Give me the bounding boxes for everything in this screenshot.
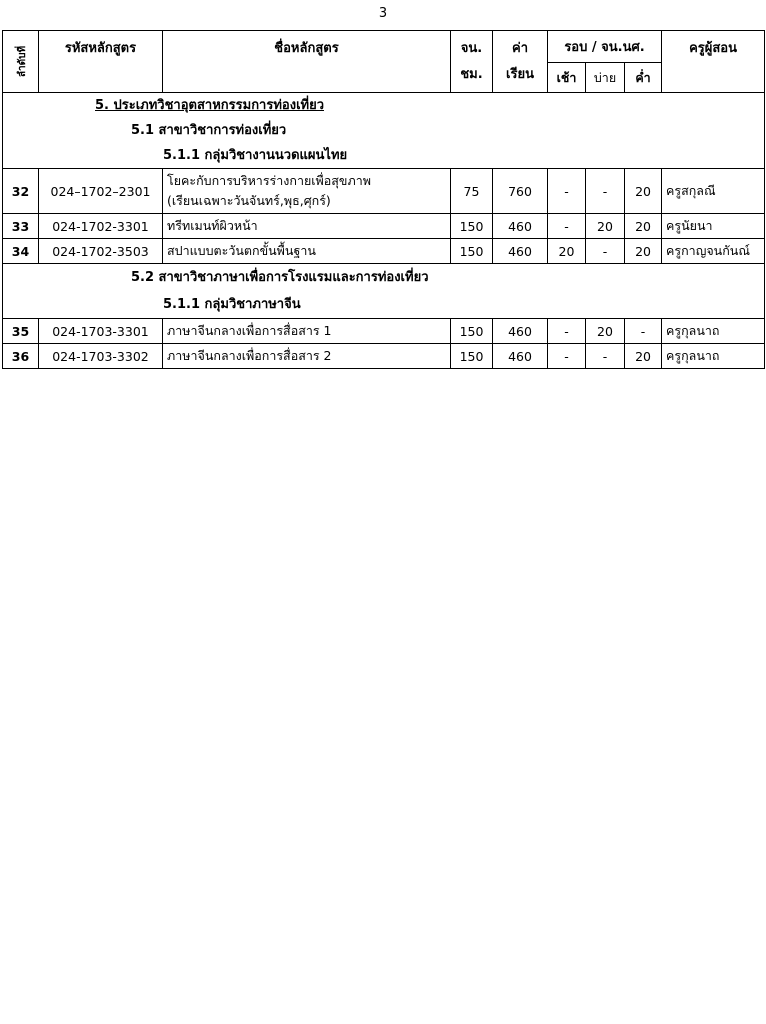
header-row: [3, 31, 765, 63]
row-number: 36: [3, 344, 39, 369]
course-name: ภาษาจีนกลางเพื่อการสื่อสาร 2: [163, 344, 451, 369]
round-evening: 20: [625, 239, 662, 264]
teacher: ครูกุลนาถ: [662, 319, 765, 344]
table-row: [3, 344, 765, 369]
course-name: สปาแบบตะวันตกขั้นพื้นฐาน: [163, 239, 451, 264]
course-code: 024–1702–2301: [39, 169, 163, 214]
section-row: [3, 264, 765, 319]
row-number: 34: [3, 239, 39, 264]
course-code: 024-1702-3503: [39, 239, 163, 264]
round-morning: -: [548, 319, 586, 344]
course-fee: 460: [493, 319, 548, 344]
page-number: 3: [378, 6, 388, 21]
course-fee: 760: [493, 169, 548, 214]
section-row: [3, 93, 765, 169]
teacher: ครูนัยนา: [662, 214, 765, 239]
branch-title: 5.1 สาขาวิชาการท่องเที่ยว: [131, 123, 287, 138]
table-row: [3, 214, 765, 239]
round-evening: 20: [625, 214, 662, 239]
header-afternoon: บ่าย: [586, 63, 625, 93]
teacher: ครูกุลนาถ: [662, 344, 765, 369]
course-name: ทรีทเมนท์ผิวหน้า: [163, 214, 451, 239]
round-afternoon: 20: [586, 319, 625, 344]
round-evening: 20: [625, 169, 662, 214]
row-number: 32: [3, 169, 39, 214]
course-hours: 75: [451, 169, 493, 214]
course-hours: 150: [451, 319, 493, 344]
round-afternoon: -: [586, 344, 625, 369]
course-name: ภาษาจีนกลางเพื่อการสื่อสาร 1: [163, 319, 451, 344]
header-fee: ค่า เรียน: [493, 31, 548, 93]
round-morning: -: [548, 344, 586, 369]
table-row: [3, 239, 765, 264]
round-morning: -: [548, 169, 586, 214]
round-afternoon: 20: [586, 214, 625, 239]
branch-title: 5.2 สาขาวิชาภาษาเพื่อการโรงแรมและการท่องเที่ยว: [131, 270, 429, 285]
header-morning: เช้า: [548, 63, 586, 93]
course-name: โยคะกับการบริหารร่างกายเพื่อสุขภาพ (เรียนเฉพาะวันจันทร์,พุธ,ศุกร์): [163, 169, 451, 214]
round-morning: -: [548, 214, 586, 239]
header-code: รหัสหลักสูตร: [39, 31, 163, 93]
row-number: 33: [3, 214, 39, 239]
group-title: 5.1.1 กลุ่มวิชางานนวดแผนไทย: [163, 148, 348, 163]
teacher: ครูสกุลณี: [662, 169, 765, 214]
course-hours: 150: [451, 214, 493, 239]
round-evening: -: [625, 319, 662, 344]
group-title: 5.1.1 กลุ่มวิชาภาษาจีน: [163, 297, 301, 312]
table-row: [3, 169, 765, 214]
round-afternoon: -: [586, 239, 625, 264]
teacher: ครูกาญจนกันณ์: [662, 239, 765, 264]
course-code: 024-1702-3301: [39, 214, 163, 239]
header-rounds: รอบ / จน.นศ.: [548, 31, 662, 63]
section-title: 5. ประเภทวิชาอุตสาหกรรมการท่องเที่ยว: [95, 98, 324, 113]
course-code: 024-1703-3301: [39, 319, 163, 344]
round-morning: 20: [548, 239, 586, 264]
row-number: 35: [3, 319, 39, 344]
header-evening: ค่ำ: [625, 63, 662, 93]
course-fee: 460: [493, 239, 548, 264]
course-code: 024-1703-3302: [39, 344, 163, 369]
course-table: [2, 30, 765, 369]
round-afternoon: -: [586, 169, 625, 214]
course-hours: 150: [451, 239, 493, 264]
round-evening: 20: [625, 344, 662, 369]
header-order: ลำดับที่: [3, 31, 39, 93]
header-name: ชื่อหลักสูตร: [163, 31, 451, 93]
table-row: [3, 319, 765, 344]
course-fee: 460: [493, 214, 548, 239]
course-hours: 150: [451, 344, 493, 369]
header-hours: จน. ชม.: [451, 31, 493, 93]
header-teacher: ครูผู้สอน: [662, 31, 765, 93]
course-fee: 460: [493, 344, 548, 369]
